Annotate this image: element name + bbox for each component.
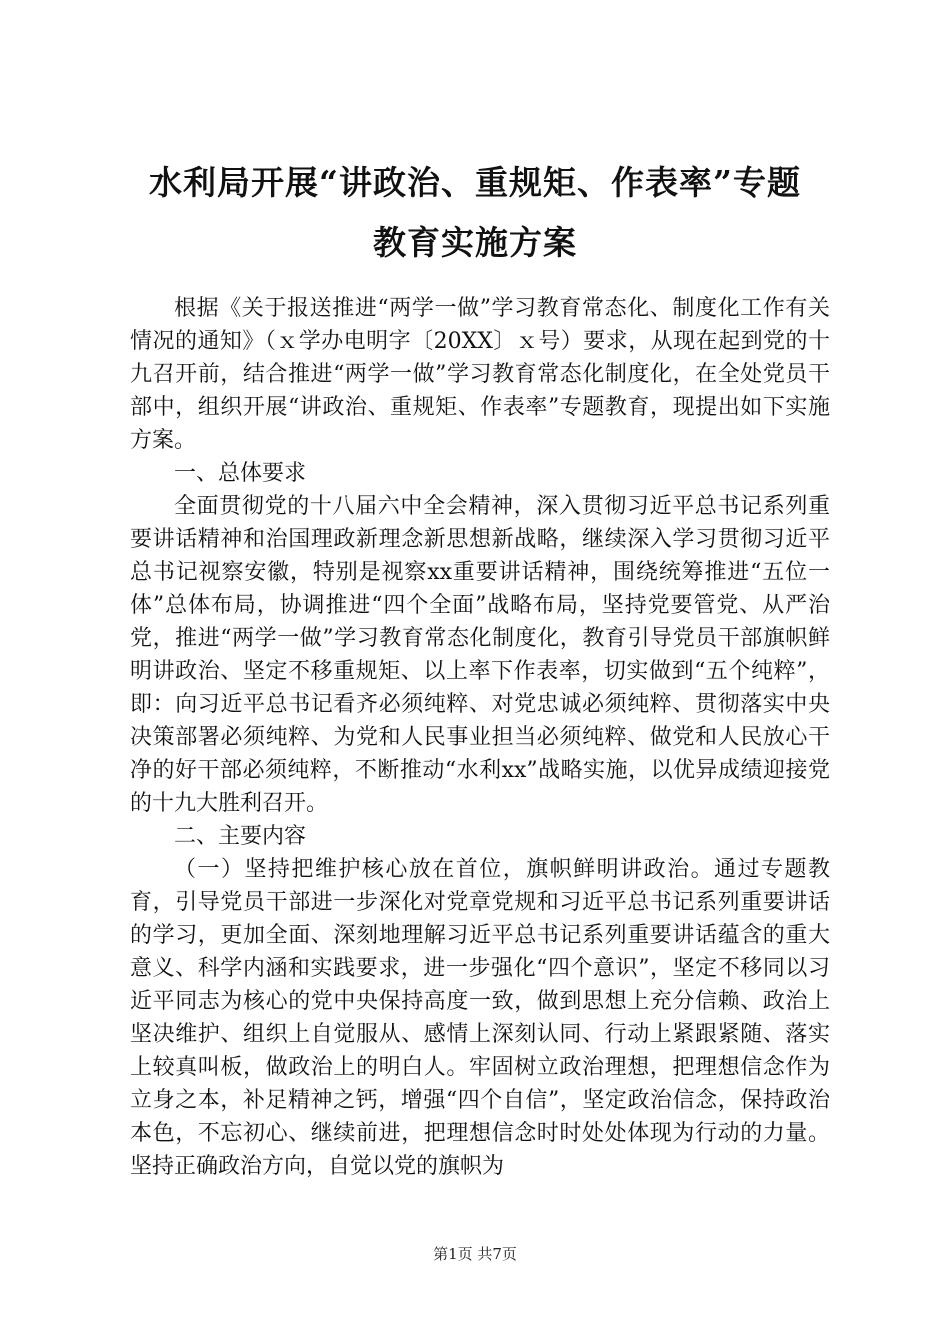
section-heading-main-content: 二、主要内容	[174, 824, 307, 849]
page-footer: 第1页 共7页	[433, 1245, 517, 1263]
document-title-line-2: 教育实施方案	[373, 223, 577, 262]
general-requirements-paragraph: 全面贯彻党的十八届六中全会精神，深入贯彻习近平总书记系列重要讲话精神和治国理政新理念新思想新战略，继续深入学习贯彻习近平总书记视察安徽，特别是视察xx重要讲话精神，围绕统筹推进“五位一体”总体布局，协调推进“四个全面”战略布局，坚持党要管党、从严治党，推进“两学一做”学习教育常态化制度化，教育引导党员干部旗帜鲜明讲政治、坚定不移重规矩、以上率下作表率，切实做到“五个纯粹”，即：向习近平总书记看齐必须纯粹、对党忠诚必须纯粹、贯彻落实中央决策部署必须纯粹、为党和人民事业担当必须纯粹、做党和人民放心干净的好干部必须纯粹，不断推动“水利xx”战略实施，以优异成绩迎接党的十九大胜利召开。	[130, 494, 830, 816]
document-title-line-1: 水利局开展“讲政治、重规矩、作表率”专题	[149, 163, 801, 202]
intro-paragraph: 根据《关于报送推进“两学一做”学习教育常态化、制度化工作有关情况的通知》（ｘ学办电明字〔20XX〕ｘ号）要求，从现在起到党的十九召开前，结合推进“两学一做”学习教育常态化制度化，在全处党员干部中，组织开展“讲政治、重规矩、作表率”专题教育，现提出如下实施方案。	[130, 296, 830, 453]
main-content-paragraph-1: （一）坚持把维护核心放在首位，旗帜鲜明讲政治。通过专题教育，引导党员干部进一步深化对党章党规和习近平总书记系列重要讲话的学习，更加全面、深刻地理解习近平总书记系列重要讲话蕴含的重大意义、科学内涵和实践要求，进一步强化“四个意识”，坚定不移同以习近平同志为核心的党中央保持高度一致，做到思想上充分信赖、政治上坚决维护、组织上自觉服从、感情上深刻认同、行动上紧跟紧随、落实上较真叫板，做政治上的明白人。牢固树立政治理想，把理想信念作为立身之本，补足精神之钙，增强“四个自信”，坚定政治信念，保持政治本色，不忘初心、继续前进，把理想信念时时处处体现为行动的力量。坚持正确政治方向，自觉以党的旗帜为	[130, 857, 830, 1179]
section-heading-general-requirements: 一、总体要求	[174, 461, 307, 486]
document-body	[130, 292, 830, 1183]
